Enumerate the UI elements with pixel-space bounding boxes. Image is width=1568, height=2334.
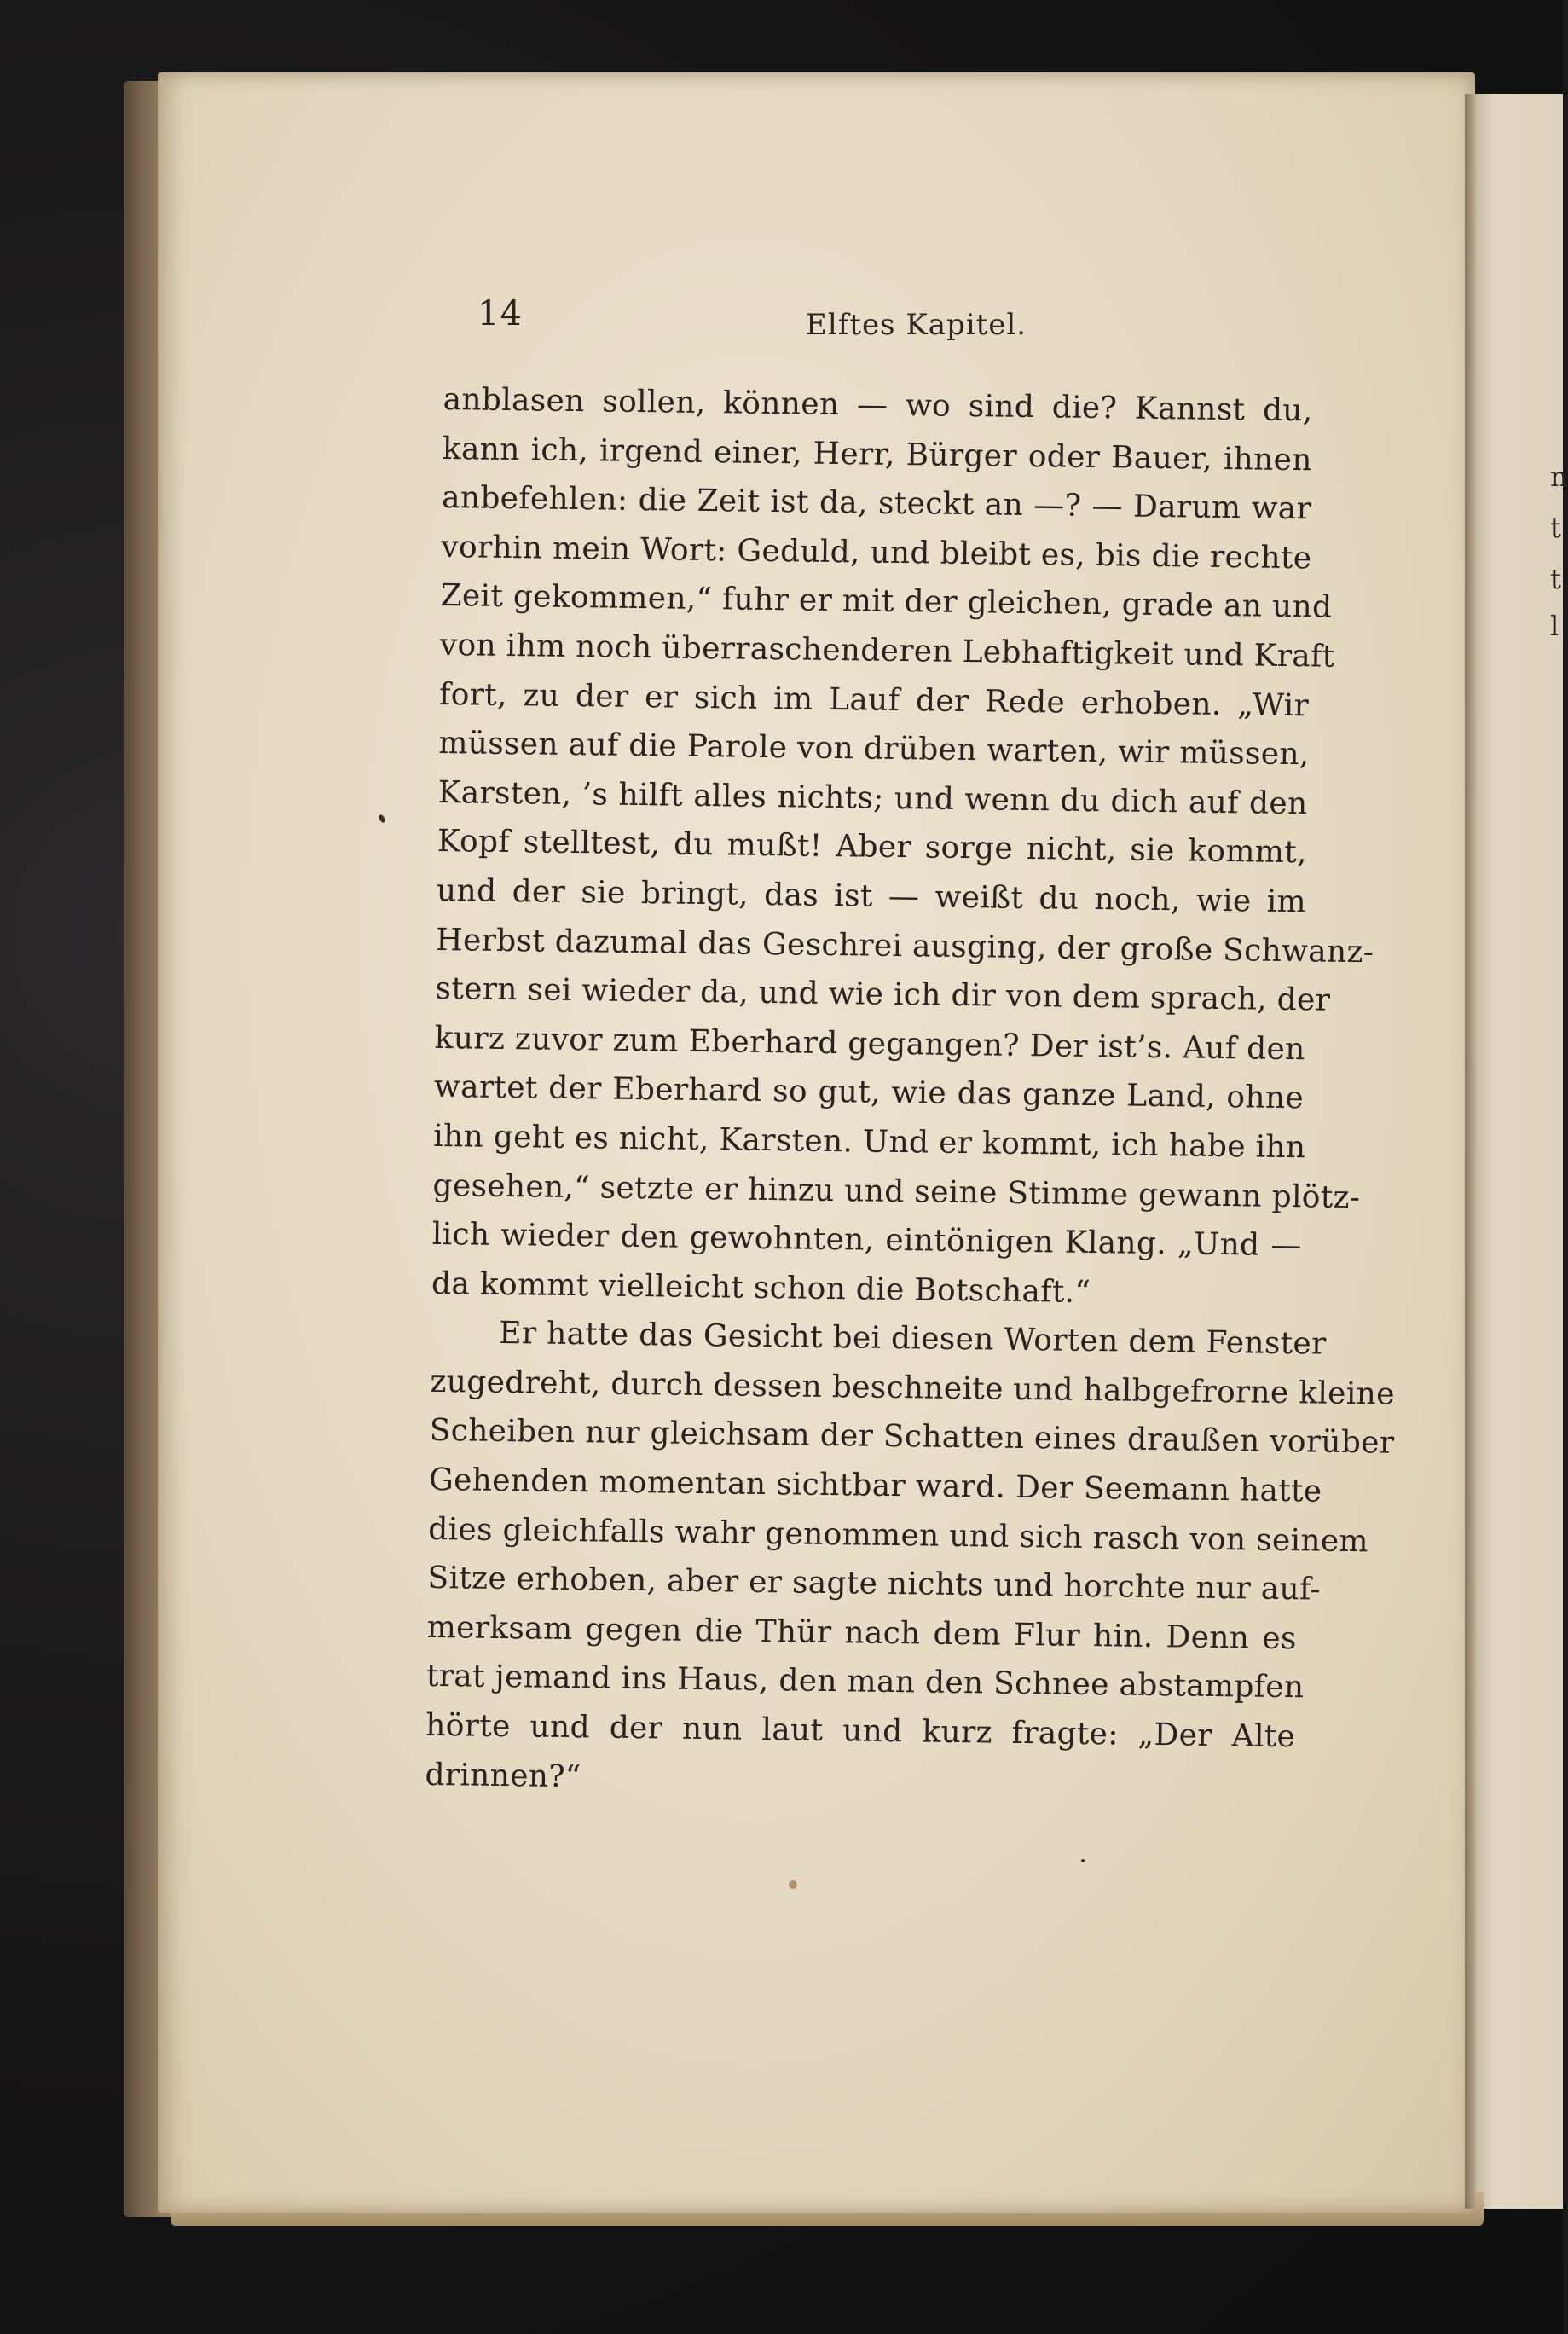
facing-page-fragment: t [1550,563,1561,595]
text-line: kann ich, irgend einer, Herr, Bürger oder Bauer, ihnen [442,431,1313,478]
text-line: hörte und der nun laut und kurz fragte: „Der Alte [425,1707,1296,1755]
body-text [425,375,1395,1810]
gutter-shadow [1465,94,1477,2209]
text-line: drinnen?“ [425,1757,581,1794]
text-line: müssen auf die Parole von drüben warten, wir müssen, [438,726,1310,773]
text-line: Herbst dazumal das Geschrei ausging, der große Schwanz- [436,922,1374,970]
running-head: Elftes Kapitel. [806,308,1027,342]
text-line: anblasen sollen, können — wo sind die? Kannst du, [443,381,1313,429]
text-line: fort, zu der er sich im Lauf der Rede erhoben. „Wir [438,676,1310,723]
facing-page-edge [1471,94,1563,2209]
text-line: Zeit gekommen,“ fuhr er mit der gleichen, grade an und [440,578,1333,626]
ink-speck [789,1880,797,1889]
text-line: von ihm noch überraschenderen Lebhaftigkeit und Kraft [439,627,1335,675]
facing-page-fragment: l [1550,610,1559,642]
ink-speck [1081,1859,1085,1862]
text-line: Er hatte das Gesicht bei diesen Worten dem Fenster [499,1316,1327,1362]
text-line: lich wieder den gewohnten, eintönigen Klang. „Und — [431,1217,1302,1264]
text-line: Gehenden momentan sichtbar ward. Der Seemann hatte [428,1462,1322,1509]
facing-page-fragment: n [1550,460,1568,493]
text-line: Karsten, ’s hilft alles nichts; und wenn du dich auf den [437,774,1308,822]
text-line: ihn geht es nicht, Karsten. Und er kommt, ich habe ihn [433,1118,1306,1166]
text-line: Scheiben nur gleichsam der Schatten eines draußen vorüber [429,1413,1395,1462]
text-line: wartet der Eberhard so gut, wie das ganze Land, ohne [433,1069,1305,1116]
text-line: merksam gegen die Thür nach dem Flur hin. Denn es [426,1609,1297,1657]
text-line: dies gleichfalls wahr genommen und sich rasch von seinem [428,1511,1369,1559]
text-line: da kommt vielleicht schon die Botschaft.“ [431,1265,1091,1310]
text-line: zugedreht, durch dessen beschneite und halbgefrorne kleine [430,1364,1395,1412]
text-line: anbefehlen: die Zeit ist da, steckt an —? — Darum war [441,480,1312,527]
facing-page-fragment: t [1550,512,1561,544]
text-line: vorhin mein Wort: Geduld, und bleibt es, bis die rechte [441,529,1312,576]
text-line: kurz zuvor zum Eberhard gegangen? Der ist’s. Auf den [434,1020,1305,1068]
page-header [477,294,1330,354]
text-line: und der sie bringt, das ist — weißt du noch, wie im [436,872,1307,920]
page-number: 14 [477,294,523,333]
text-line: Kopf stelltest, du mußt! Aber sorge nicht, sie kommt, [437,824,1308,871]
text-line: gesehen,“ setzte er hinzu und seine Stimme gewann plötz- [432,1167,1361,1215]
text-line: Sitze erhoben, aber er sagte nichts und horchte nur auf- [427,1561,1322,1607]
text-line: stern sei wieder da, und wie ich dir von dem sprach, der [435,971,1331,1018]
text-line: trat jemand ins Haus, den man den Schnee abstampfen [425,1659,1305,1706]
